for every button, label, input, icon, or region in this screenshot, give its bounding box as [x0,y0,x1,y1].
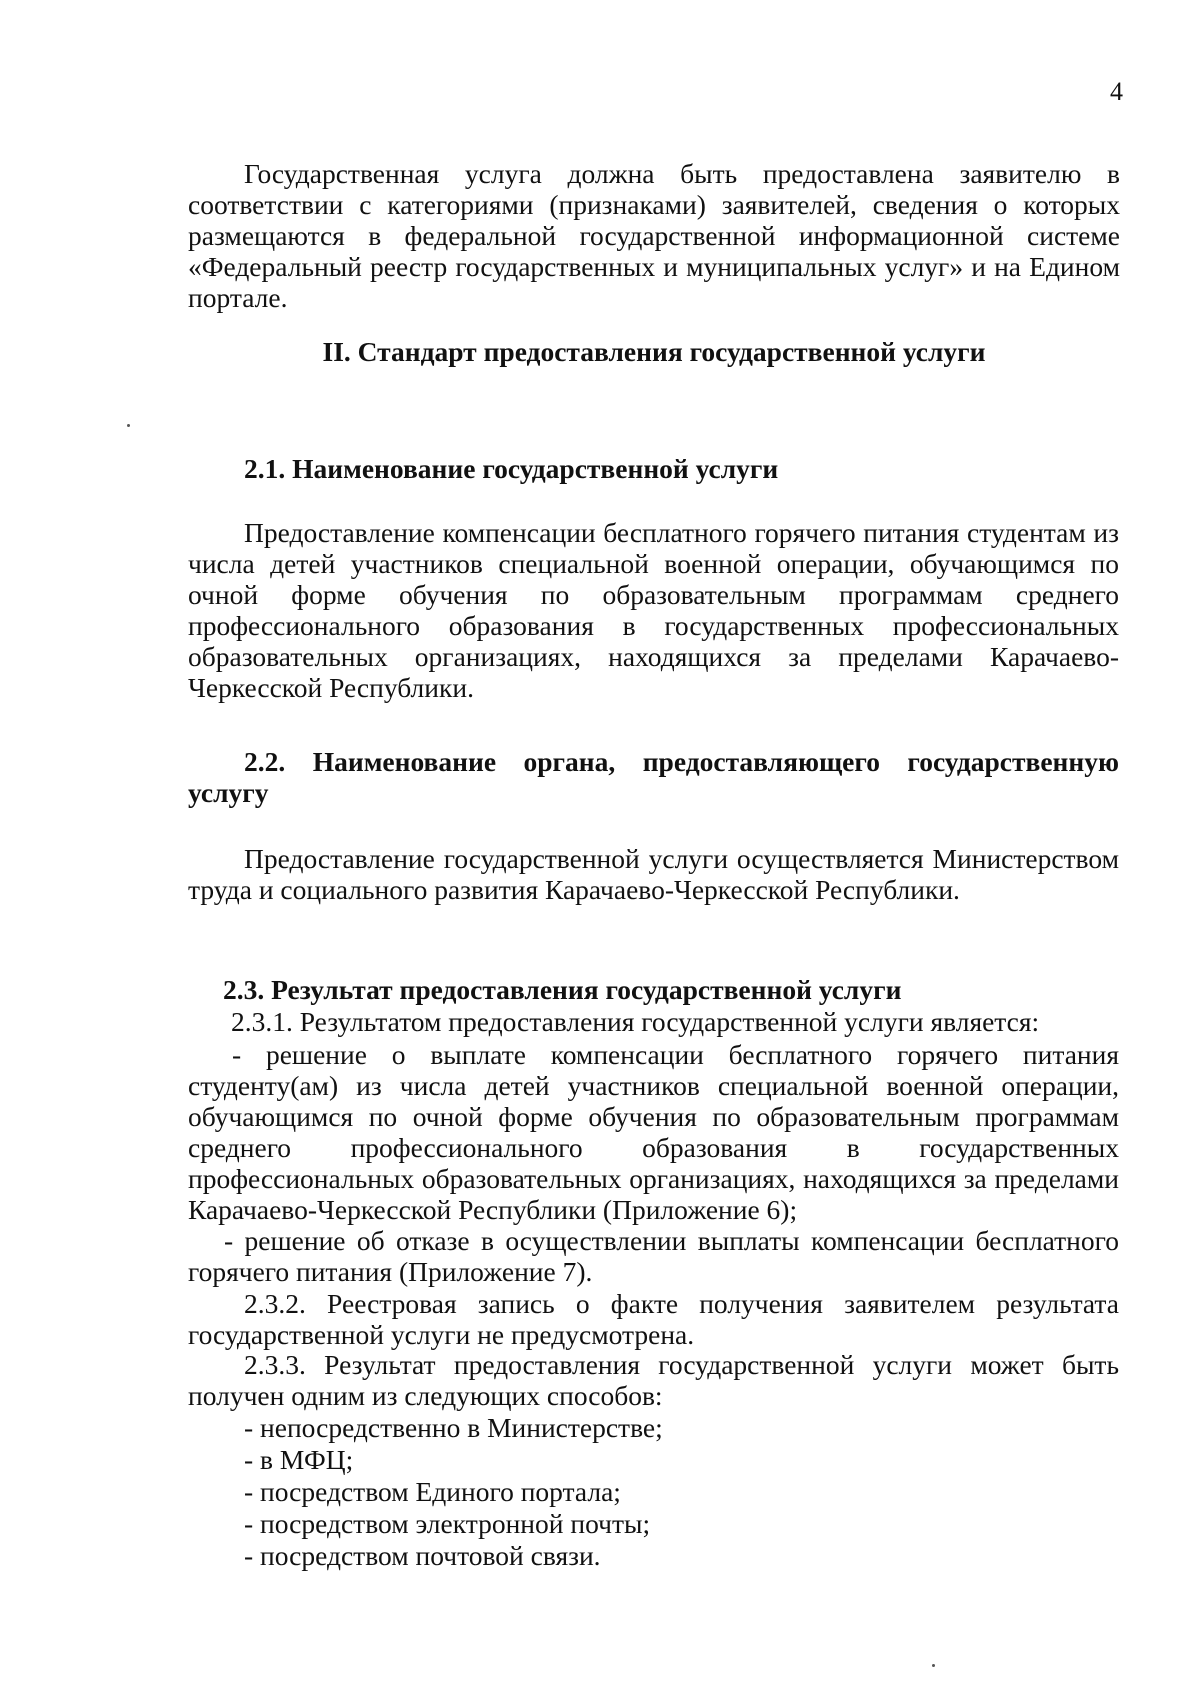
result-item-2: - решение об отказе в осуществлении выплаты компенсации бесплатного горячего питания (Приложение 7). [188,1225,1119,1287]
s231-paragraph: 2.3.1. Результатом предоставления государственной услуги является: [231,1006,1040,1037]
s232-paragraph: 2.3.2. Реестровая запись о факте получения заявителем результата государственной услуги не предусмотрена. [188,1288,1119,1350]
s22-text: Предоставление государственной услуги осуществляется Министерством труда и социального развития Карачаево-Черкесской Республики. [188,843,1119,905]
intro-paragraph: Государственная услуга должна быть предоставлена заявителю в соответствии с категориями (признаками) заявителей, сведения о которых размещаются в федеральной государственной информационной системе «Федеральный реестр государственных и муниципальных услуг» и на Едином портале. [188,158,1120,313]
s23-heading: 2.3. Результат предоставления государственной услуги [223,974,902,1005]
s21-heading: 2.1. Наименование государственной услуги [244,453,779,484]
scan-speck [932,1664,935,1667]
result-item-1: - решение о выплате компенсации бесплатного горячего питания студенту(ам) из числа детей участников специальной военной операции, обучающимся по очной форме обучения по образовательным программам среднего профессионального образования в государственных профессиональных образовательных организациях, находящихся за пределами Карачаево-Черкесской Республики (Приложение 6); [188,1039,1119,1225]
delivery-method-portal: - посредством Единого портала; [244,1476,621,1507]
s233-paragraph: 2.3.3. Результат предоставления государственной услуги может быть получен одним из следующих способов: [188,1349,1119,1411]
delivery-methods-list [244,1412,1119,1572]
s21-text: Предоставление компенсации бесплатного горячего питания студентам из числа детей участников специальной военной операции, обучающимся по очной форме обучения по образовательным программам среднего профессионального образования в государственных профессиональных образовательных организациях, находящихся за пределами Карачаево-Черкесской Республики. [188,517,1119,703]
section-title: II. Стандарт предоставления государственной услуги [322,336,986,367]
scan-speck [127,424,130,427]
s22-heading: 2.2. Наименование органа, предоставляющего государственную услугу [188,746,1119,808]
delivery-method-ministry: - непосредственно в Министерстве; [244,1412,663,1443]
page-number: 4 [1110,77,1123,106]
delivery-method-mfc: - в МФЦ; [244,1444,354,1475]
delivery-method-post: - посредством почтовой связи. [244,1540,601,1571]
delivery-method-email: - посредством электронной почты; [244,1508,651,1539]
